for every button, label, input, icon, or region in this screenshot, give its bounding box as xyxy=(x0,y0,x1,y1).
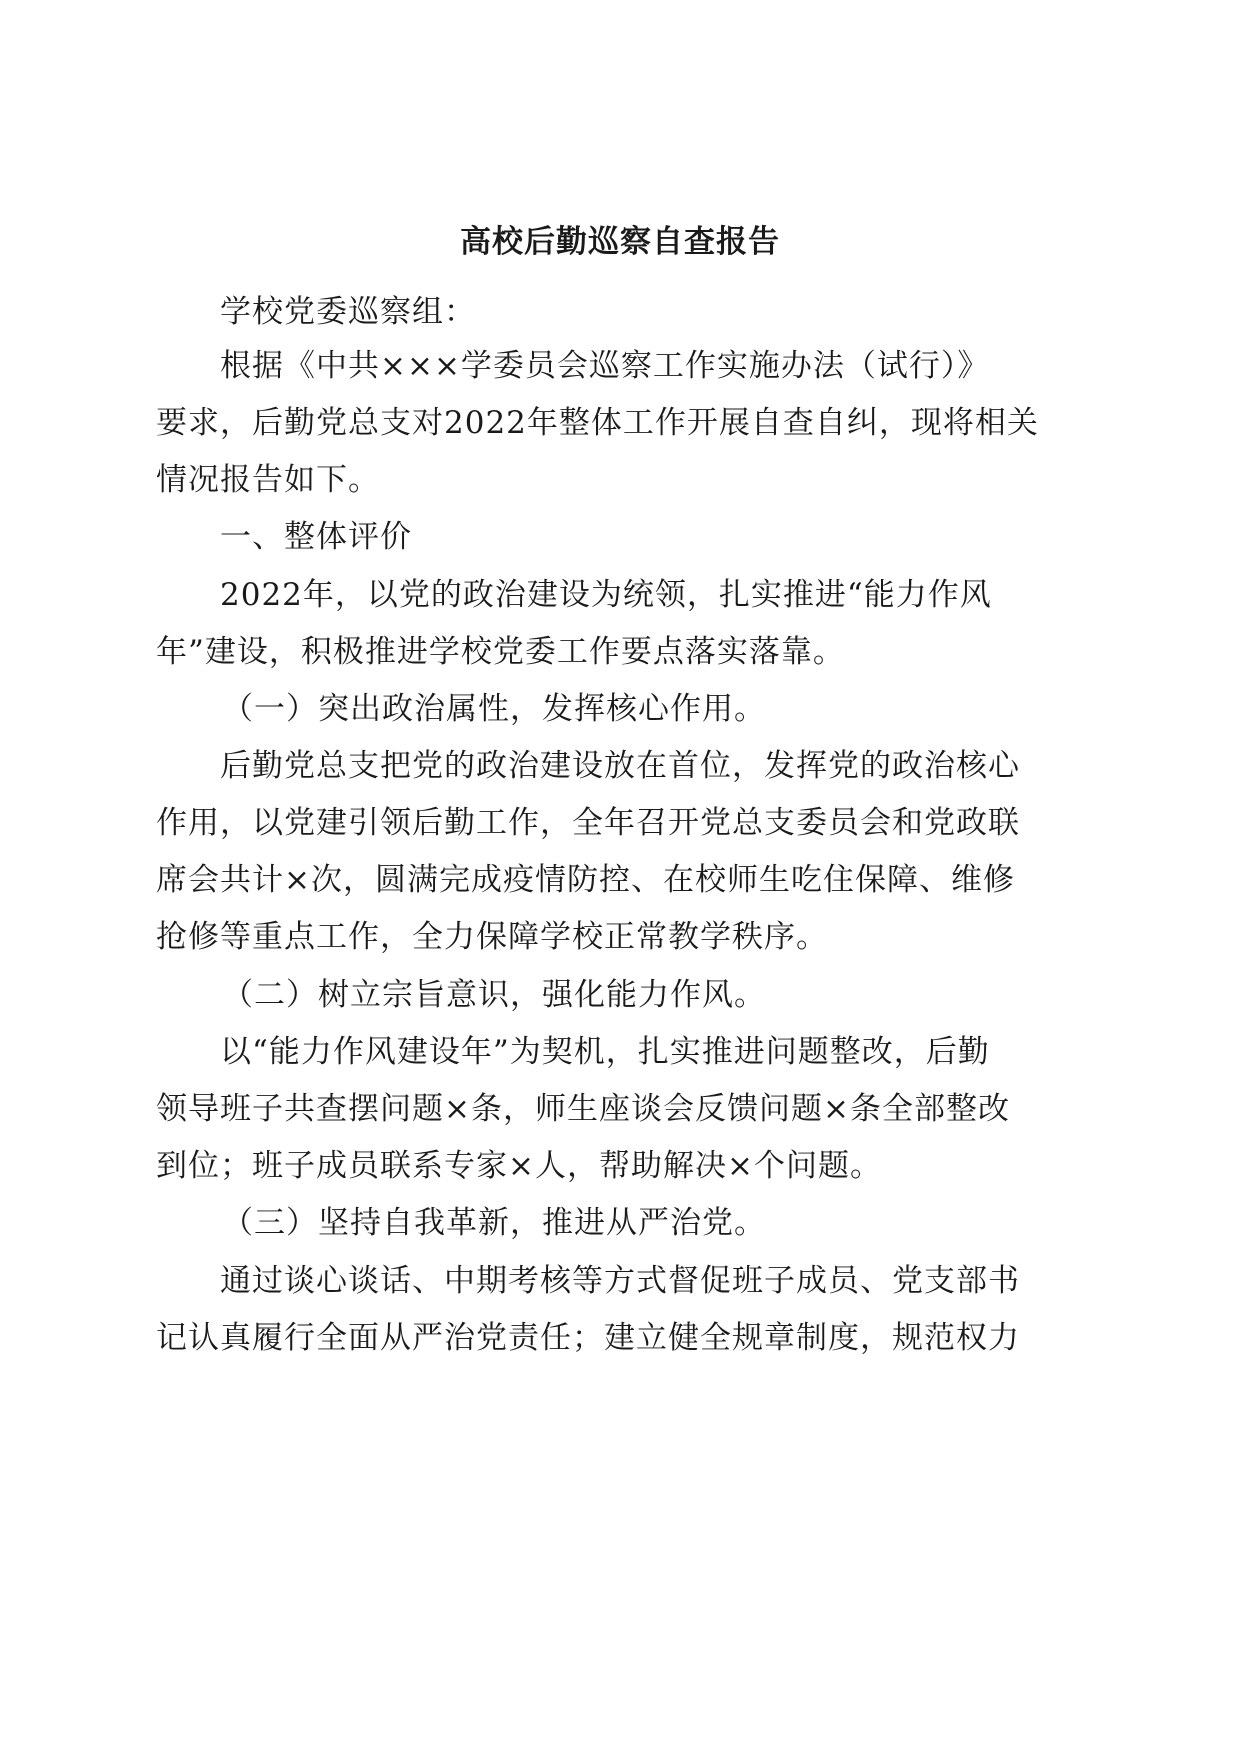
sub1-para-line-1: 后勤党总支把党的政治建设放在首位，发挥党的政治核心 xyxy=(220,748,1020,784)
sub3-para-line-1: 通过谈心谈话、中期考核等方式督促班子成员、党支部书 xyxy=(220,1263,1020,1299)
intro-line-2: 要求，后勤党总支对2022年整体工作开展自查自纠，现将相关 xyxy=(156,405,1039,441)
document-title: 高校后勤巡察自查报告 xyxy=(460,224,780,260)
salutation: 学校党委巡察组： xyxy=(220,294,476,330)
sub2-para-line-2: 领导班子共查摆问题×条，师生座谈会反馈问题×条全部整改 xyxy=(156,1091,1010,1127)
sub2-para-line-3: 到位；班子成员联系专家×人，帮助解决×个问题。 xyxy=(156,1148,882,1184)
sub1-heading: （一）突出政治属性，发挥核心作用。 xyxy=(222,691,766,727)
sub3-para-line-2: 记认真履行全面从严治党责任；建立健全规章制度，规范权力 xyxy=(156,1320,1020,1356)
intro-line-3: 情况报告如下。 xyxy=(156,462,380,498)
sub3-heading: （三）坚持自我革新，推进从严治党。 xyxy=(222,1205,766,1241)
sub2-heading: （二）树立宗旨意识，强化能力作风。 xyxy=(222,977,766,1013)
sub1-para-line-2: 作用，以党建引领后勤工作，全年召开党总支委员会和党政联 xyxy=(156,805,1020,841)
section1-para-line-1: 2022年，以党的政治建设为统领，扎实推进“能力作风 xyxy=(220,577,992,613)
intro-line-1: 根据《中共×××学委员会巡察工作实施办法（试行）》 xyxy=(220,348,990,384)
sub1-para-line-3: 席会共计×次，圆满完成疫情防控、在校师生吃住保障、维修 xyxy=(156,862,1015,898)
sub1-para-line-4: 抢修等重点工作，全力保障学校正常教学秩序。 xyxy=(156,919,828,955)
section1-para-line-2: 年”建设，积极推进学校党委工作要点落实落靠。 xyxy=(156,634,845,670)
section1-heading: 一、整体评价 xyxy=(220,519,412,555)
sub2-para-line-1: 以“能力作风建设年”为契机，扎实推进问题整改，后勤 xyxy=(220,1034,990,1070)
